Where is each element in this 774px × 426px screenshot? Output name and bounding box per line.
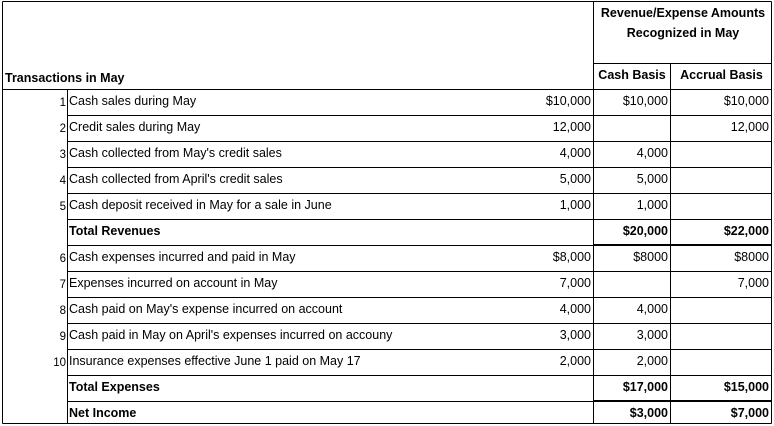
row-number: 3 (59, 149, 66, 161)
row-accrual-basis: $10,000 (723, 94, 769, 108)
row-description: Credit sales during May (69, 120, 201, 134)
row-accrual-basis: $22,000 (723, 224, 769, 238)
row-description: Cash sales during May (69, 94, 197, 108)
row-amount: 7,000 (559, 276, 591, 290)
row-description: Insurance expenses effective June 1 paid on May 17 (69, 354, 361, 368)
row-amount: $10,000 (545, 94, 591, 108)
row-cash-basis: 4,000 (636, 302, 668, 316)
row-cash-basis: 3,000 (636, 328, 668, 342)
row-description: Cash collected from April's credit sales (69, 172, 283, 186)
row-number: 10 (53, 357, 66, 369)
row-cash-basis: $3,000 (629, 406, 668, 420)
row-number: 9 (59, 331, 66, 343)
row-cash-basis: 1,000 (636, 198, 668, 212)
row-amount: $8,000 (552, 250, 591, 264)
row-amount: 12,000 (552, 120, 591, 134)
row-description: Cash deposit received in May for a sale in June (69, 198, 332, 212)
transactions-table (2, 1, 772, 424)
row-cash-basis: $20,000 (622, 224, 668, 238)
row-number: 8 (59, 305, 66, 317)
row-description: Total Expenses (69, 380, 160, 394)
row-description: Cash paid on May's expense incurred on account (69, 302, 343, 316)
row-number: 6 (59, 253, 66, 265)
row-amount: 1,000 (559, 198, 591, 212)
row-amount: 4,000 (559, 146, 591, 160)
row-amount: 2,000 (559, 354, 591, 368)
transactions-header: Transactions in May (5, 71, 125, 85)
row-number: 1 (59, 97, 66, 109)
group-title-line2: Recognized in May (626, 26, 740, 40)
row-number: 7 (59, 279, 66, 291)
row-amount: 5,000 (559, 172, 591, 186)
row-accrual-basis: 7,000 (737, 276, 769, 290)
row-description: Cash paid in May on April's expenses incurred on accouny (69, 328, 393, 342)
row-description: Total Revenues (69, 224, 161, 238)
row-amount: 3,000 (559, 328, 591, 342)
row-cash-basis: $10,000 (622, 94, 668, 108)
row-number: 4 (59, 175, 66, 187)
row-description: Cash expenses incurred and paid in May (69, 250, 296, 264)
row-accrual-basis: $8000 (734, 250, 769, 264)
row-number: 2 (59, 123, 66, 135)
row-accrual-basis: $7,000 (730, 406, 769, 420)
group-title-line1: Revenue/Expense Amounts (600, 6, 766, 20)
row-cash-basis: $8000 (633, 250, 668, 264)
row-accrual-basis: 12,000 (730, 120, 769, 134)
cash-basis-header: Cash Basis (598, 68, 666, 82)
row-number: 5 (59, 201, 66, 213)
row-cash-basis: 2,000 (636, 354, 668, 368)
row-cash-basis: 5,000 (636, 172, 668, 186)
row-cash-basis: 4,000 (636, 146, 668, 160)
row-description: Net Income (69, 406, 137, 420)
accrual-basis-header: Accrual Basis (680, 68, 763, 82)
row-cash-basis: $17,000 (622, 380, 668, 394)
row-accrual-basis: $15,000 (723, 380, 769, 394)
row-description: Cash collected from May's credit sales (69, 146, 282, 160)
row-amount: 4,000 (559, 302, 591, 316)
row-description: Expenses incurred on account in May (69, 276, 278, 290)
